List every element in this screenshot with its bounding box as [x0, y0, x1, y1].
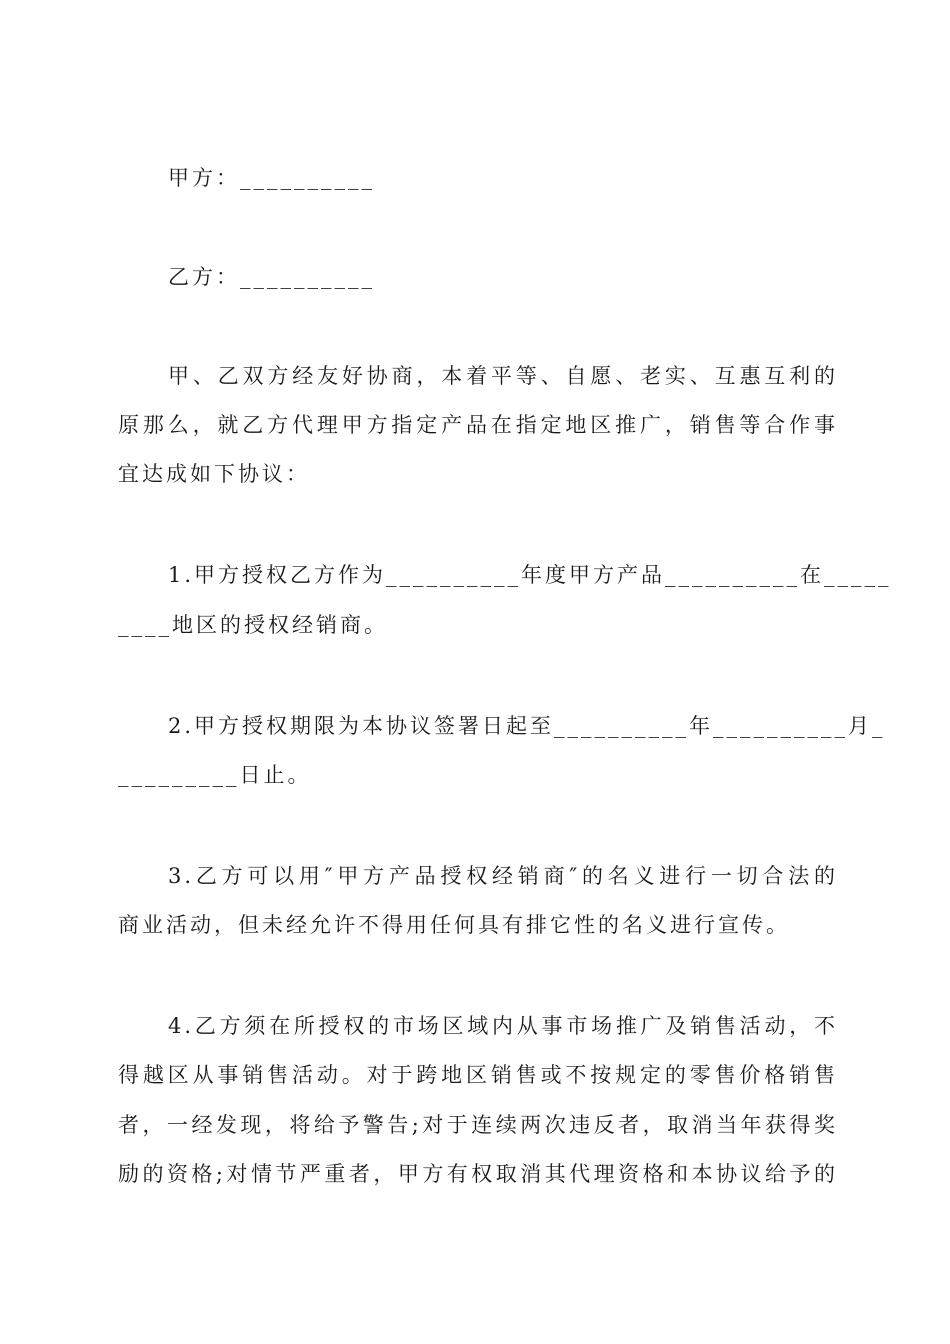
- clause-2-line-2: _________日止。: [118, 763, 312, 787]
- clause-4-line-3: 者，一经发现，将给予警告;对于连续两次违反者，取消当年获得奖: [118, 1113, 838, 1137]
- clause-1-line-1: 1.甲方授权乙方作为__________年度甲方产品__________在_____: [168, 563, 892, 587]
- party-a-line: 甲方：__________: [168, 166, 375, 190]
- clause-3-line-2: 商业活动，但未经允许不得用任何具有排它性的名义进行宣传。: [118, 913, 790, 937]
- intro-line-2: 原那么，就乙方代理甲方指定产品在指定地区推广，销售等合作事: [118, 413, 838, 437]
- clause-4-line-1: 4.乙方须在所授权的市场区域内从事市场推广及销售活动，不: [168, 1014, 838, 1038]
- clause-3-line-1: 3.乙方可以用″甲方产品授权经销商″的名义进行一切合法的: [168, 864, 838, 888]
- intro-line-1: 甲、乙双方经友好协商，本着平等、自愿、老实、互惠互利的: [168, 364, 838, 388]
- clause-4-line-2: 得越区从事销售活动。对于跨地区销售或不按规定的零售价格销售: [118, 1063, 838, 1087]
- clause-4-line-4: 励的资格;对情节严重者，甲方有权取消其代理资格和本协议给予的: [118, 1162, 838, 1186]
- clause-1-line-2: ____地区的授权经销商。: [118, 613, 388, 637]
- clause-2-line-1: 2.甲方授权期限为本协议签署日起至__________年__________月_: [168, 714, 886, 738]
- party-b-line: 乙方：__________: [168, 265, 375, 289]
- intro-line-3: 宜达成如下协议：: [118, 462, 310, 486]
